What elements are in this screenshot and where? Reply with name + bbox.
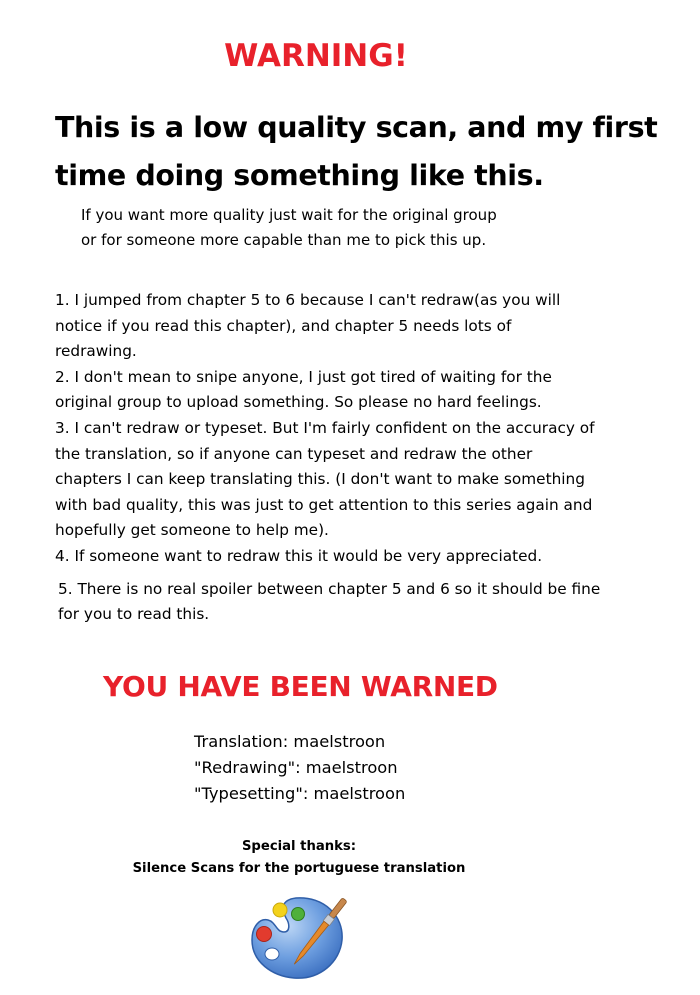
note-2 xyxy=(55,365,695,416)
note-line: chapters I can keep translating this. (I don't want to make something xyxy=(55,470,585,489)
note-line: 1. I jumped from chapter 5 to 6 because I can't redraw(as you will xyxy=(55,291,561,309)
note-line: original group to upload something. So please no hard feelings. xyxy=(55,393,542,412)
credit-typesetting: "Typesetting": maelstroon xyxy=(194,784,406,803)
warning-title: WARNING! xyxy=(224,38,408,74)
note-5 xyxy=(55,577,695,628)
note-3 xyxy=(55,416,695,544)
note-4 xyxy=(55,544,695,570)
note-line: 4. If someone want to redraw this it would be very appreciated. xyxy=(55,546,543,565)
note-line: redrawing. xyxy=(55,342,137,361)
paint-blob-green xyxy=(292,908,305,921)
subtext-line-2: or for someone more capable than me to pick this up. xyxy=(81,231,487,249)
headline-line-2: time doing something like this. xyxy=(55,159,544,192)
note-line: notice if you read this chapter), and chapter 5 needs lots of xyxy=(55,316,512,335)
paint-palette-icon xyxy=(246,888,356,986)
paint-blob-yellow xyxy=(273,903,287,917)
note-line: with bad quality, this was just to get attention to this series again and xyxy=(55,495,593,514)
credit-redrawing: "Redrawing": maelstroon xyxy=(194,758,398,777)
note-line: the translation, so if anyone can typeset and redraw the other xyxy=(55,444,533,463)
notes-list xyxy=(55,288,695,628)
note-1 xyxy=(55,288,695,365)
paint-blob-red xyxy=(257,927,272,942)
note-line: 5. There is no real spoiler between chapter 5 and 6 so it should be fine xyxy=(58,579,601,598)
note-line: hopefully get someone to help me). xyxy=(55,521,329,540)
warned-banner: YOU HAVE BEEN WARNED xyxy=(103,670,498,703)
thanks-line: Silence Scans for the portuguese translation xyxy=(132,861,466,876)
headline-line-1: This is a low quality scan, and my first xyxy=(55,111,658,144)
note-line: for you to read this. xyxy=(58,605,210,624)
subtext-line-1: If you want more quality just wait for the original group xyxy=(81,206,497,224)
note-line: 2. I don't mean to snipe anyone, I just got tired of waiting for the xyxy=(55,367,552,386)
special-thanks xyxy=(0,836,598,880)
thanks-heading: Special thanks: xyxy=(241,839,357,854)
headline xyxy=(55,104,695,200)
subtext xyxy=(81,203,681,253)
credit-translation: Translation: maelstroon xyxy=(194,732,386,751)
note-line: 3. I can't redraw or typeset. But I'm fairly confident on the accuracy of xyxy=(55,418,595,437)
palette-hole xyxy=(265,948,279,960)
credits xyxy=(194,729,594,807)
